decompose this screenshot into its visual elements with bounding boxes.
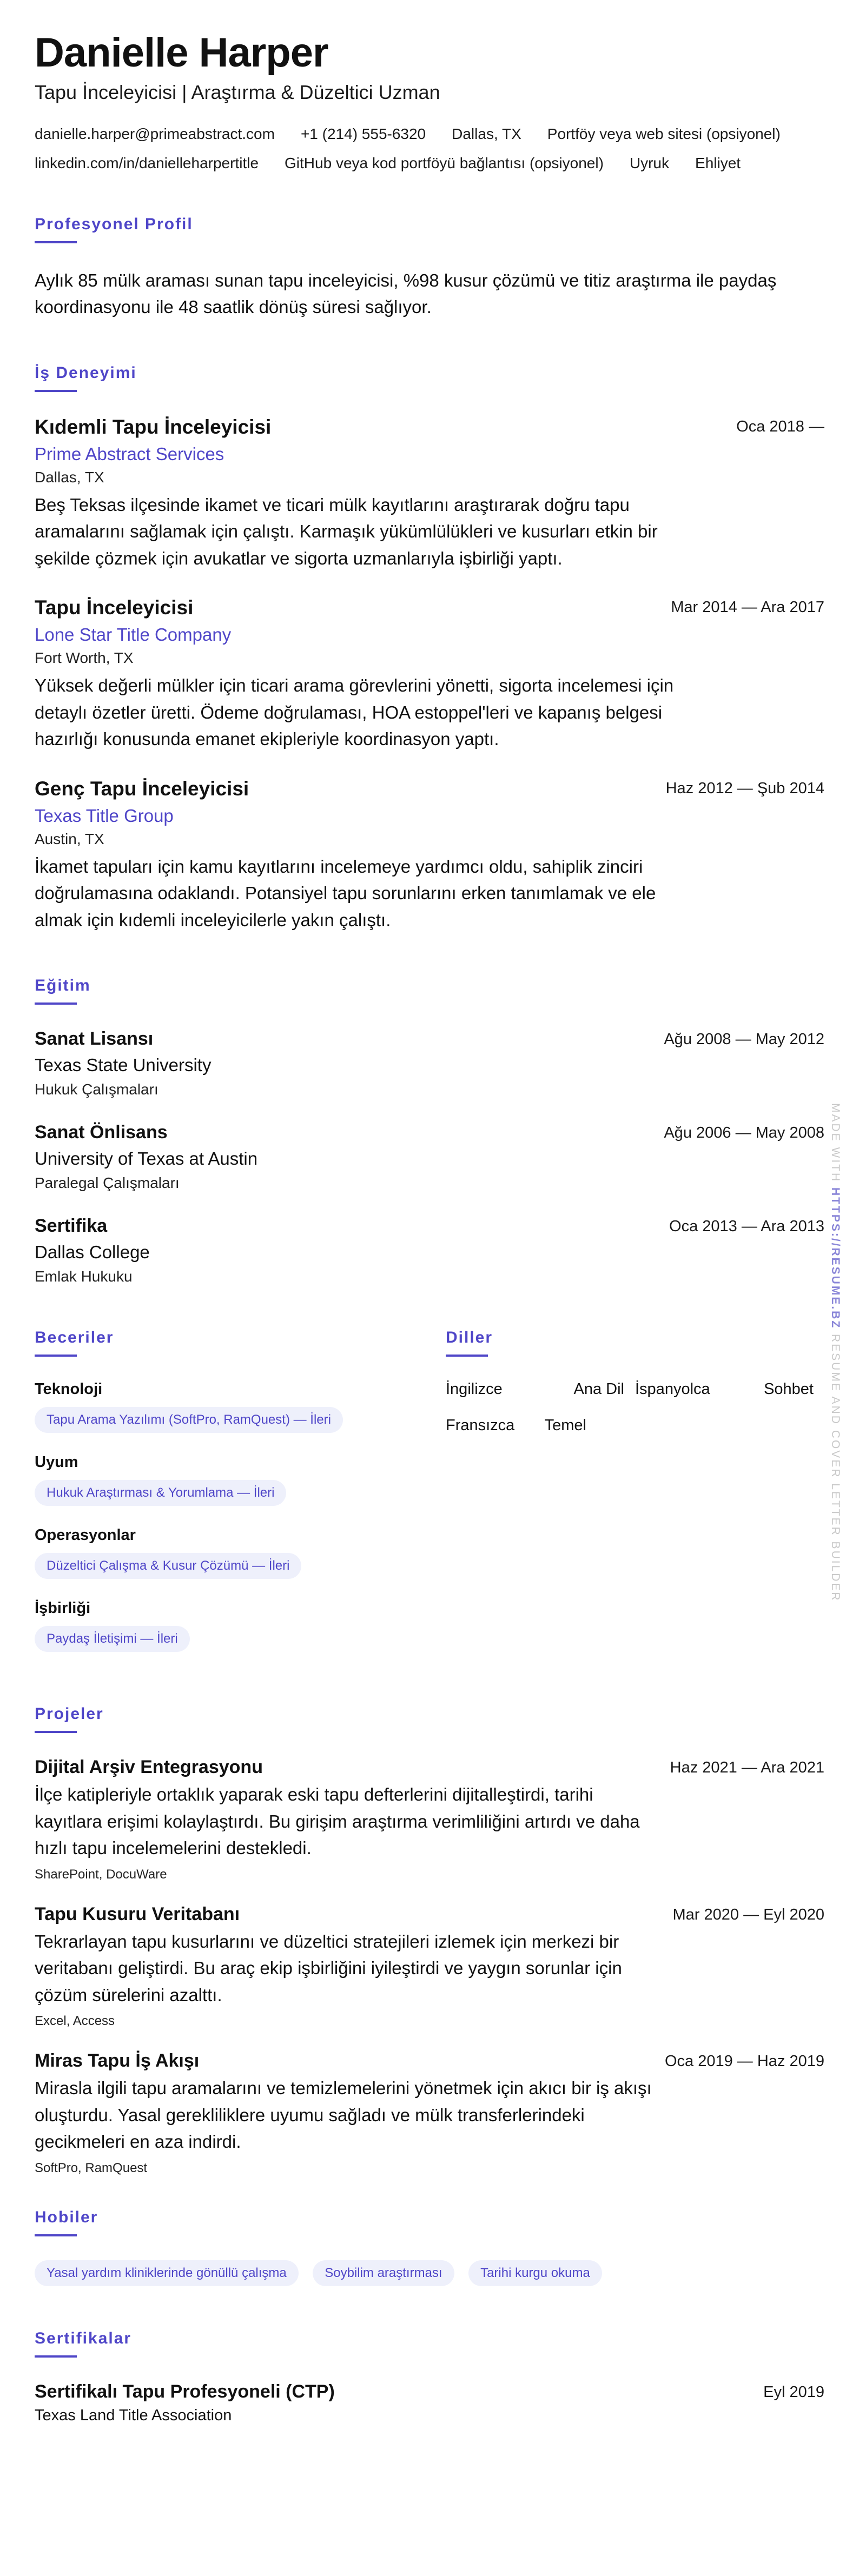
project-entry (35, 2050, 824, 2176)
contact-row-primary (35, 125, 824, 143)
job-dates: Oca 2018 — (736, 417, 824, 435)
language-item (635, 1380, 814, 1398)
education-school: Texas State University (35, 1055, 212, 1075)
section-title-languages: Diller (446, 1329, 493, 1347)
project-description: Mirasla ilgili tapu aramalarını ve temizlemelerini yönetmek için akıcı bir iş akışı oluşturdu. Yasal gerekliliklere uyumu sağladı ve mülk transferlerindeki gecikmeleri en aza indirdi. (35, 2078, 652, 2152)
section-divider (446, 1355, 488, 1357)
section-title-education: Eğitim (35, 977, 91, 995)
project-title: Miras Tapu İş Akışı (35, 2050, 200, 2072)
skill-group (35, 1380, 446, 1433)
language-name: İspanyolca (635, 1380, 710, 1398)
contact-nationality: Uyruk (629, 154, 670, 171)
watermark-link[interactable]: HTTPS://RESUME.BZ (829, 1187, 842, 1330)
resume-page (35, 30, 824, 2449)
section-divider (35, 1355, 77, 1357)
profile-summary: Aylık 85 mülk araması sunan tapu inceleyicisi, %98 kusur çözümü ve titiz araştırma ile paydaş koordinasyonu ile 48 saatlik dönüş süresi sağlıyor. (35, 270, 777, 317)
job-dates: Haz 2012 — Şub 2014 (665, 779, 824, 797)
job-location: Austin, TX (35, 830, 104, 847)
language-name: İngilizce (446, 1380, 503, 1398)
education-dates: Ağu 2006 — May 2008 (664, 1124, 824, 1142)
hobby-chip: Tarihi kurgu okuma (468, 2260, 602, 2286)
language-name: Fransızca (446, 1417, 515, 1435)
section-divider (35, 2355, 77, 2358)
education-entry (35, 1122, 824, 1192)
education-entry (35, 1028, 824, 1098)
job-company: Prime Abstract Services (35, 443, 224, 464)
section-divider (35, 1002, 77, 1005)
project-dates: Oca 2019 — Haz 2019 (664, 2053, 824, 2070)
language-level: Temel (544, 1417, 586, 1435)
skill-group (35, 1526, 446, 1579)
skill-group (35, 1453, 446, 1506)
job-company: Texas Title Group (35, 805, 174, 826)
section-title-hobbies: Hobiler (35, 2208, 98, 2226)
certification-issuer: Texas Land Title Association (35, 2406, 232, 2424)
education-field: Paralegal Çalışmaları (35, 1174, 180, 1192)
candidate-headline: Tapu İnceleyicisi | Araştırma & Düzeltici Uzman (35, 81, 440, 103)
experience-section (35, 364, 824, 934)
project-title: Tapu Kusuru Veritabanı (35, 1903, 240, 1924)
profile-section (35, 215, 824, 321)
project-description: Tekrarlayan tapu kusurlarını ve düzeltici stratejileri izlemek için merkezi bir veritabanı geliştirdi. Bu araç ekip işbirliğini iyileştirdi ve yaygın sorunlar için çözüm sürelerini azalttı. (35, 1931, 622, 2005)
language-level: Sohbet (764, 1380, 814, 1398)
skill-group (35, 1599, 446, 1652)
project-description: İlçe katipleriyle ortaklık yaparak eski tapu defterlerini dijitalleştirdi, tarihi kayıtlara erişimi kolaylaştırdı. Bu girişim araştırma verimliliğini artırdı ve daha hızlı tapu incelemelerini destekledi. (35, 1784, 640, 1858)
education-degree: Sanat Lisansı (35, 1028, 154, 1050)
education-field: Hukuk Çalışmaları (35, 1081, 158, 1098)
section-title-certifications: Sertifikalar (35, 2329, 132, 2347)
project-dates: Haz 2021 — Ara 2021 (670, 1759, 824, 1777)
skill-category: Teknoloji (35, 1380, 103, 1398)
contact-phone[interactable]: +1 (214) 555-6320 (300, 125, 426, 142)
project-dates: Mar 2020 — Eyl 2020 (672, 1906, 824, 1923)
education-school: University of Texas at Austin (35, 1148, 258, 1169)
builder-watermark (829, 1103, 842, 1602)
project-technologies: Excel, Access (35, 2014, 115, 2029)
experience-entry (35, 778, 824, 934)
language-row (446, 1380, 824, 1398)
education-degree: Sertifika (35, 1216, 108, 1237)
job-description: Beş Teksas ilçesinde ikamet ve ticari mülk kayıtlarını araştırarak doğru tapu aramalarını sağlamak için çalıştı. Karmaşık yükümlülükleri ve kusurları etkin bir şekilde çözmek için avukatlar ve sigorta uzmanlarıyla işbirliği yaptı. (35, 494, 658, 568)
skill-category: Operasyonlar (35, 1526, 136, 1544)
hobbies-section (35, 2208, 824, 2286)
job-dates: Mar 2014 — Ara 2017 (671, 599, 824, 616)
skill-chip: Paydaş İletişimi — İleri (35, 1626, 190, 1652)
skill-chip: Tapu Arama Yazılımı (SoftPro, RamQuest) — İleri (35, 1407, 343, 1433)
contact-location: Dallas, TX (452, 125, 521, 142)
education-section (35, 977, 824, 1285)
job-company: Lone Star Title Company (35, 625, 232, 645)
section-title-experience: İş Deneyimi (35, 363, 137, 382)
project-technologies: SharePoint, DocuWare (35, 1867, 167, 1882)
education-field: Emlak Hukuku (35, 1268, 133, 1285)
job-location: Fort Worth, TX (35, 649, 134, 667)
candidate-name: Danielle Harper (35, 30, 328, 76)
skills-languages-section (35, 1329, 824, 1672)
education-entry (35, 1216, 824, 1285)
education-degree: Sanat Önlisans (35, 1122, 168, 1143)
contact-portfolio[interactable]: Portföy veya web sitesi (opsiyonel) (547, 125, 781, 142)
hobby-chip: Soybilim araştırması (313, 2260, 454, 2286)
language-row (446, 1417, 824, 1435)
experience-entry (35, 596, 824, 753)
contact-linkedin[interactable]: linkedin.com/in/danielleharpertitle (35, 154, 259, 171)
project-title: Dijital Arşiv Entegrasyonu (35, 1757, 263, 1778)
section-divider (35, 2234, 77, 2236)
hobby-list (35, 2260, 824, 2286)
education-school: Dallas College (35, 1242, 150, 1263)
section-divider (35, 241, 77, 243)
skills-column (35, 1329, 446, 1672)
project-entry (35, 1757, 824, 1882)
language-level: Ana Dil (573, 1380, 624, 1398)
certifications-section (35, 2329, 824, 2425)
section-divider (35, 1731, 77, 1733)
job-title: Kıdemli Tapu İnceleyicisi (35, 415, 272, 438)
hobby-chip: Yasal yardım kliniklerinde gönüllü çalışma (35, 2260, 299, 2286)
language-item (446, 1380, 624, 1398)
section-title-skills: Beceriler (35, 1329, 114, 1347)
skill-category: İşbirliği (35, 1599, 91, 1617)
languages-column (446, 1329, 824, 1672)
language-item (446, 1417, 586, 1435)
contact-email[interactable]: danielle.harper@primeabstract.com (35, 125, 275, 142)
watermark-suffix: RESUME AND COVER LETTER BUILDER (829, 1329, 842, 1602)
job-title: Tapu İnceleyicisi (35, 596, 194, 619)
project-technologies: SoftPro, RamQuest (35, 2160, 148, 2175)
certification-date: Eyl 2019 (763, 2383, 824, 2401)
skill-chip: Düzeltici Çalışma & Kusur Çözümü — İleri (35, 1553, 301, 1579)
watermark-prefix: MADE WITH (829, 1103, 842, 1187)
skill-chip: Hukuk Araştırması & Yorumlama — İleri (35, 1480, 286, 1506)
section-title-profile: Profesyonel Profil (35, 215, 193, 233)
projects-section (35, 1705, 824, 2176)
contact-license: Ehliyet (695, 154, 741, 171)
certification-title: Sertifikalı Tapu Profesyoneli (CTP) (35, 2381, 335, 2402)
job-description: Yüksek değerli mülkler için ticari arama görevlerini yönetti, sigorta incelemesi için detaylı özetler üretti. Ödeme doğrulaması, HOA estoppel'leri ve kapanış belgesi hazırlığı konusunda emanet ekipleriyle koordinasyon yaptı. (35, 675, 674, 749)
experience-entry (35, 416, 824, 572)
section-title-projects: Projeler (35, 1705, 104, 1723)
education-dates: Ağu 2008 — May 2012 (664, 1031, 824, 1048)
section-divider (35, 390, 77, 392)
contact-row-secondary (35, 155, 824, 172)
job-title: Genç Tapu İnceleyicisi (35, 777, 249, 800)
job-location: Dallas, TX (35, 468, 104, 486)
job-description: İkamet tapuları için kamu kayıtlarını incelemeye yardımcı oldu, sahiplik zinciri doğrulamasına odaklandı. Potansiyel tapu sorunlarını erken tanımlamak ve ele almak için kıdemli inceleyicilerle yakın çalıştı. (35, 856, 656, 930)
certification-entry (35, 2381, 824, 2425)
education-dates: Oca 2013 — Ara 2013 (669, 1218, 824, 1236)
skill-category: Uyum (35, 1453, 78, 1471)
contact-github[interactable]: GitHub veya kod portföyü bağlantısı (opsiyonel) (285, 154, 604, 171)
project-entry (35, 1904, 824, 2029)
